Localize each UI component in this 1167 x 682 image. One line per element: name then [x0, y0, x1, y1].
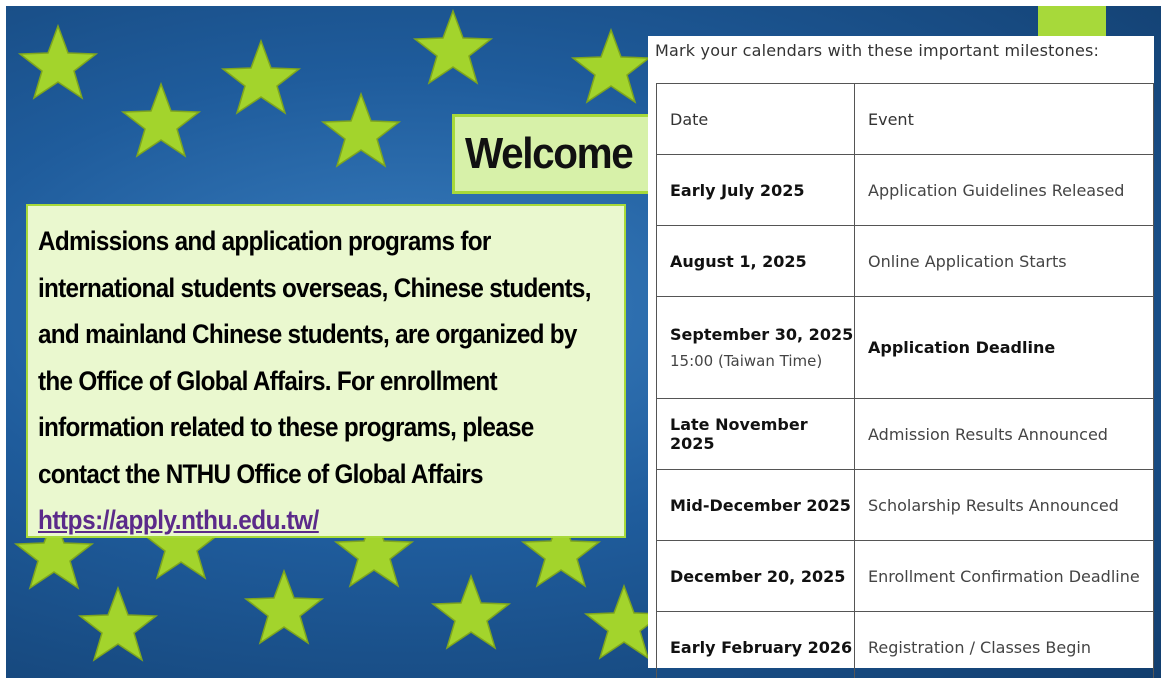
- row-date: December 20, 2025: [670, 566, 846, 586]
- corner-accent: [1038, 6, 1106, 38]
- table-row: [657, 297, 1154, 399]
- table-row: [657, 470, 1154, 541]
- star-icon: [433, 576, 509, 648]
- star-icon: [223, 41, 299, 113]
- row-date: August 1, 2025: [670, 251, 807, 271]
- row-event: Application Deadline: [868, 338, 1056, 357]
- row-event: Scholarship Results Announced: [868, 495, 1119, 515]
- apply-link[interactable]: https://apply.nthu.edu.tw/: [38, 505, 319, 535]
- row-date: September 30, 2025: [670, 325, 854, 344]
- star-icon: [323, 94, 399, 166]
- row-event: Registration / Classes Begin: [868, 637, 1091, 657]
- info-line: contact the NTHU Office of Global Affairs: [38, 458, 483, 489]
- info-line: Admissions and application programs for: [38, 226, 491, 256]
- star-icon: [246, 571, 322, 643]
- row-date-note: 15:00 (Taiwan Time): [670, 352, 823, 370]
- row-date: Early July 2025: [670, 180, 805, 200]
- info-text: [38, 218, 614, 544]
- welcome-title: Welcome: [465, 129, 633, 178]
- slide: [6, 6, 1161, 678]
- row-date: Mid-December 2025: [670, 495, 851, 515]
- welcome-banner: [452, 114, 652, 194]
- info-box: [26, 204, 626, 538]
- row-event: Enrollment Confirmation Deadline: [868, 566, 1140, 586]
- row-event: Application Guidelines Released: [868, 180, 1125, 200]
- header-event: Event: [855, 84, 1154, 155]
- table-row: [657, 399, 1154, 470]
- table-row: [657, 541, 1154, 612]
- info-line: and mainland Chinese students, are organized by: [38, 319, 577, 349]
- milestones-table: [656, 83, 1154, 678]
- row-date: Early February 2026: [670, 637, 853, 657]
- star-icon: [573, 30, 649, 102]
- table-row: [657, 226, 1154, 297]
- star-icon: [20, 26, 96, 98]
- table-header-row: [657, 84, 1154, 155]
- info-line: international students overseas, Chinese students,: [38, 272, 591, 303]
- row-event: Admission Results Announced: [868, 424, 1108, 444]
- row-event: Online Application Starts: [868, 251, 1067, 271]
- row-date: Late November 2025: [670, 415, 808, 453]
- info-line: the Office of Global Affairs. For enrollment: [38, 365, 497, 396]
- star-icon: [80, 588, 156, 660]
- star-icon: [123, 84, 199, 156]
- header-date: Date: [657, 84, 855, 155]
- table-row: [657, 612, 1154, 679]
- table-row: [657, 155, 1154, 226]
- milestones-caption: Mark your calendars with these important milestones:: [655, 41, 1100, 60]
- star-icon: [415, 11, 491, 83]
- milestones-panel: [648, 36, 1154, 668]
- info-line: information related to these programs, please: [38, 412, 534, 442]
